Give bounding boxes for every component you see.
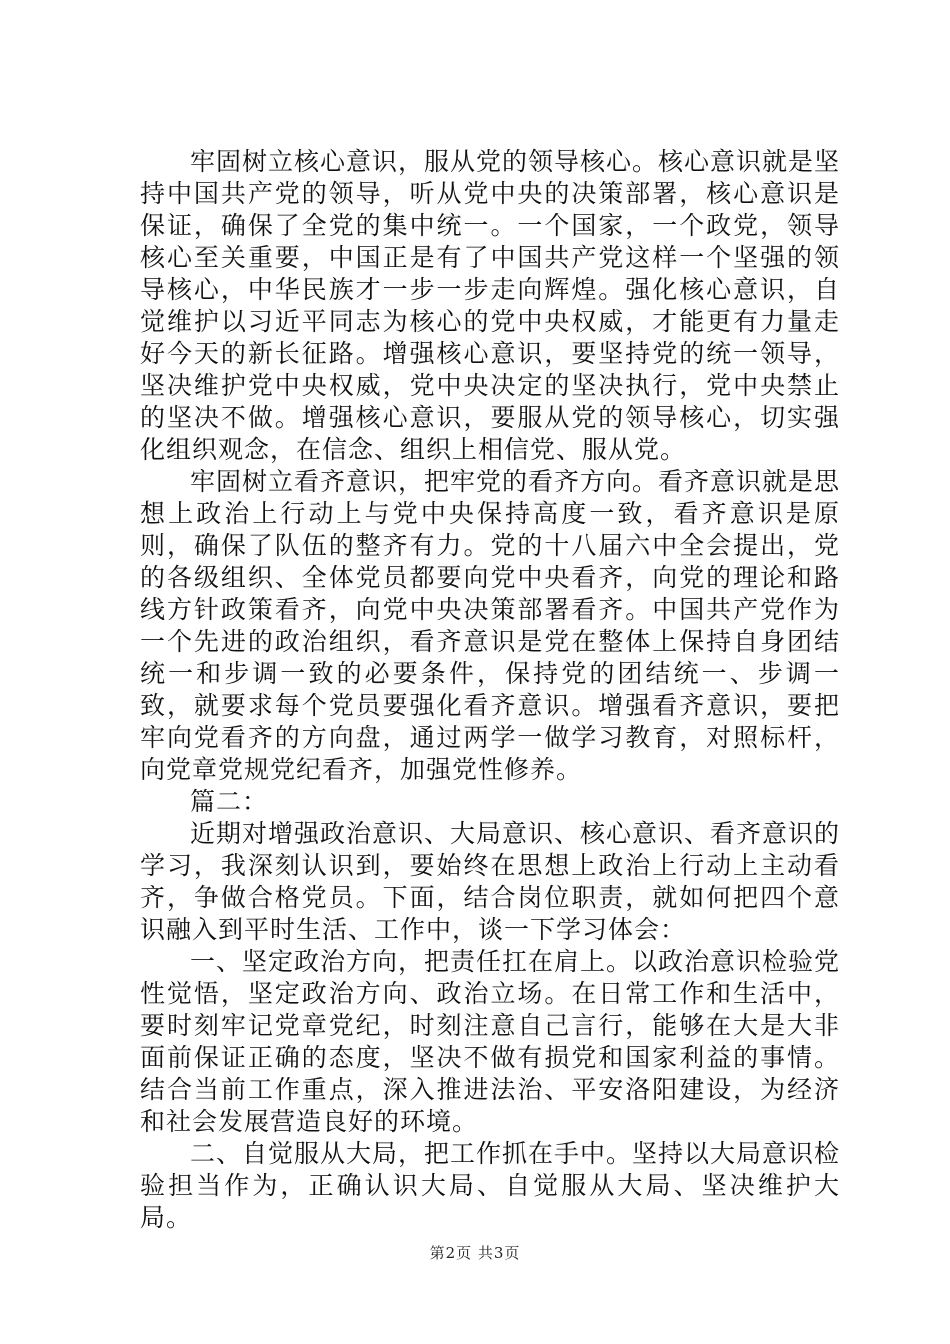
- paragraph-serve-overall: 二、自觉服从大局，把工作抓在手中。坚持以大局意识检验担当作为，正确认识大局、自觉服从大局、坚决维护大局。: [140, 1139, 841, 1232]
- document-body: [140, 146, 840, 1234]
- paragraph-alignment-awareness: 牢固树立看齐意识，把牢党的看齐方向。看齐意识就是思想上政治上行动上与党中央保持高度一致，看齐意识是原则，确保了队伍的整齐有力。党的十八届六中全会提出，党的各级组织、全体党员都要向党中央看齐，向党的理论和路线方针政策看齐，向党中央决策部署看齐。中国共产党作为一个先进的政治组织，看齐意识是党在整体上保持自身团结统一和步调一致的必要条件，保持党的团结统一、步调一致，就要求每个党员要强化看齐意识。增强看齐意识，要把牢向党看齐的方向盘，通过两学一做学习教育，对照标杆，向党章党规党纪看齐，加强党性修养。: [140, 467, 841, 784]
- section-heading-part-two: 篇二：: [190, 787, 269, 816]
- paragraph-core-awareness: 牢固树立核心意识，服从党的领导核心。核心意识就是坚持中国共产党的领导，听从党中央的决策部署，核心意识是保证，确保了全党的集中统一。一个国家，一个政党，领导核心至关重要，中国正是有了中国共产党这样一个坚强的领导核心，中华民族才一步一步走向辉煌。强化核心意识，自觉维护以习近平同志为核心的党中央权威，才能更有力量走好今天的新长征路。增强核心意识，要坚持党的统一领导，坚决维护党中央权威，党中央决定的坚决执行，党中央禁止的坚决不做。增强核心意识，要服从党的领导核心，切实强化组织观念，在信念、组织上相信党、服从党。: [140, 147, 841, 464]
- paragraph-political-direction: 一、坚定政治方向，把责任扛在肩上。以政治意识检验党性觉悟，坚定政治方向、政治立场。在日常工作和生活中，要时刻牢记党章党纪，时刻注意自己言行，能够在大是大非面前保证正确的态度，坚决不做有损党和国家利益的事情。结合当前工作重点，深入推进法治、平安洛阳建设，为经济和社会发展营造良好的环境。: [140, 947, 841, 1136]
- page-number-footer: 第2页 共3页: [429, 1244, 521, 1262]
- paragraph-intro-part-two: 近期对增强政治意识、大局意识、核心意识、看齐意识的学习，我深刻认识到，要始终在思想上政治上行动上主动看齐，争做合格党员。下面，结合岗位职责，就如何把四个意识融入到平时生活、工作中，谈一下学习体会：: [140, 819, 841, 944]
